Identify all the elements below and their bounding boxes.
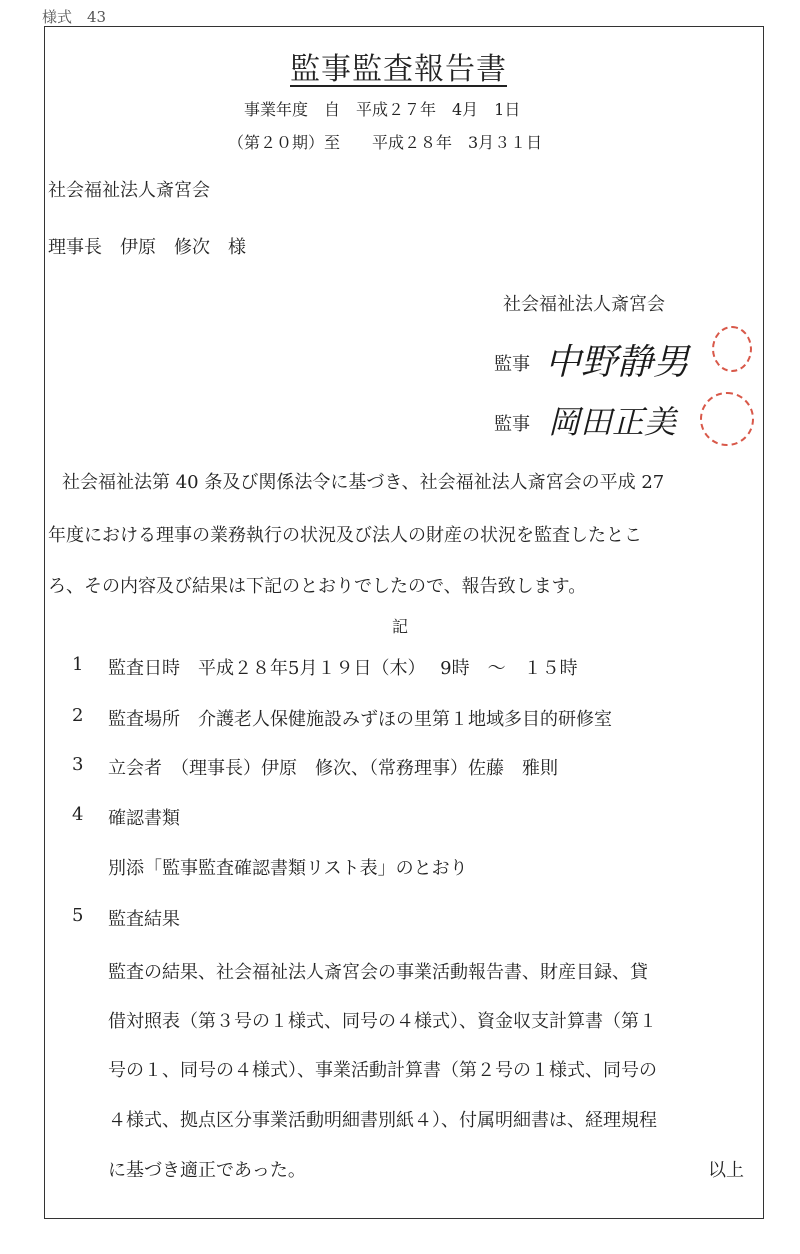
item-2-text: 監査場所 介護老人保健施設みずほの里第１地域多目的研修室	[108, 709, 612, 730]
document-title: 監事監査報告書	[290, 52, 507, 87]
closing-text: 以上	[708, 1160, 744, 1181]
period-line-1: 事業年度 自 平成２７年 4月 1日	[244, 100, 521, 119]
auditor-2-label: 監事	[494, 414, 530, 435]
addressee-org: 社会福祉法人斎宮会	[48, 180, 210, 201]
item-5-detail-line-1: 監査の結果、社会福祉法人斎宮会の事業活動報告書、財産目録、貸	[108, 962, 648, 983]
item-4-detail: 別添「監事監査確認書類リスト表」のとおり	[108, 858, 468, 879]
item-4-text: 確認書類	[108, 808, 180, 829]
item-5-number: 5	[72, 905, 84, 926]
ki-heading: 記	[392, 617, 409, 636]
form-number: 様式 43	[42, 8, 107, 26]
seal-stamp-2	[700, 392, 754, 446]
item-5-detail-line-5: に基づき適正であった。	[108, 1160, 306, 1181]
item-5-text: 監査結果	[108, 909, 180, 930]
item-1-text: 監査日時 平成２８年5月１９日（木） 9時 ～ １５時	[108, 658, 578, 679]
seal-stamp-1	[712, 326, 752, 372]
intro-line-2: 年度における理事の業務執行の状況及び法人の財産の状況を監査したとこ	[48, 525, 642, 546]
auditor-1-signature: 中野静男	[545, 342, 690, 383]
item-5-detail-line-4: ４様式、拠点区分事業活動明細書別紙４）、付属明細書は、経理規程	[108, 1110, 657, 1131]
item-5-detail-line-3: 号の１、同号の４様式）、事業活動計算書（第２号の１様式、同号の	[108, 1060, 657, 1081]
period-line-2: （第２０期）至 平成２８年 3月３１日	[228, 133, 543, 152]
item-3-text: 立会者 （理事長）伊原 修次、（常務理事）佐藤 雅則	[108, 758, 558, 779]
auditor-1-label: 監事	[494, 354, 530, 375]
auditor-2-signature: 岡田正美	[548, 403, 677, 441]
intro-line-3: ろ、その内容及び結果は下記のとおりでしたので、報告致します。	[48, 576, 587, 597]
item-5-detail-line-2: 借対照表（第３号の１様式、同号の４様式）、資金収支計算書（第１	[108, 1011, 657, 1032]
item-3-number: 3	[72, 754, 84, 775]
auditor-org: 社会福祉法人斎宮会	[503, 294, 665, 315]
addressee-person: 理事長 伊原 修次 様	[48, 237, 246, 258]
item-4-number: 4	[72, 804, 84, 825]
item-2-number: 2	[72, 705, 84, 726]
item-1-number: 1	[72, 654, 84, 675]
intro-line-1: 社会福祉法第 40 条及び関係法令に基づき、社会福祉法人斎宮会の平成 27	[62, 472, 665, 493]
